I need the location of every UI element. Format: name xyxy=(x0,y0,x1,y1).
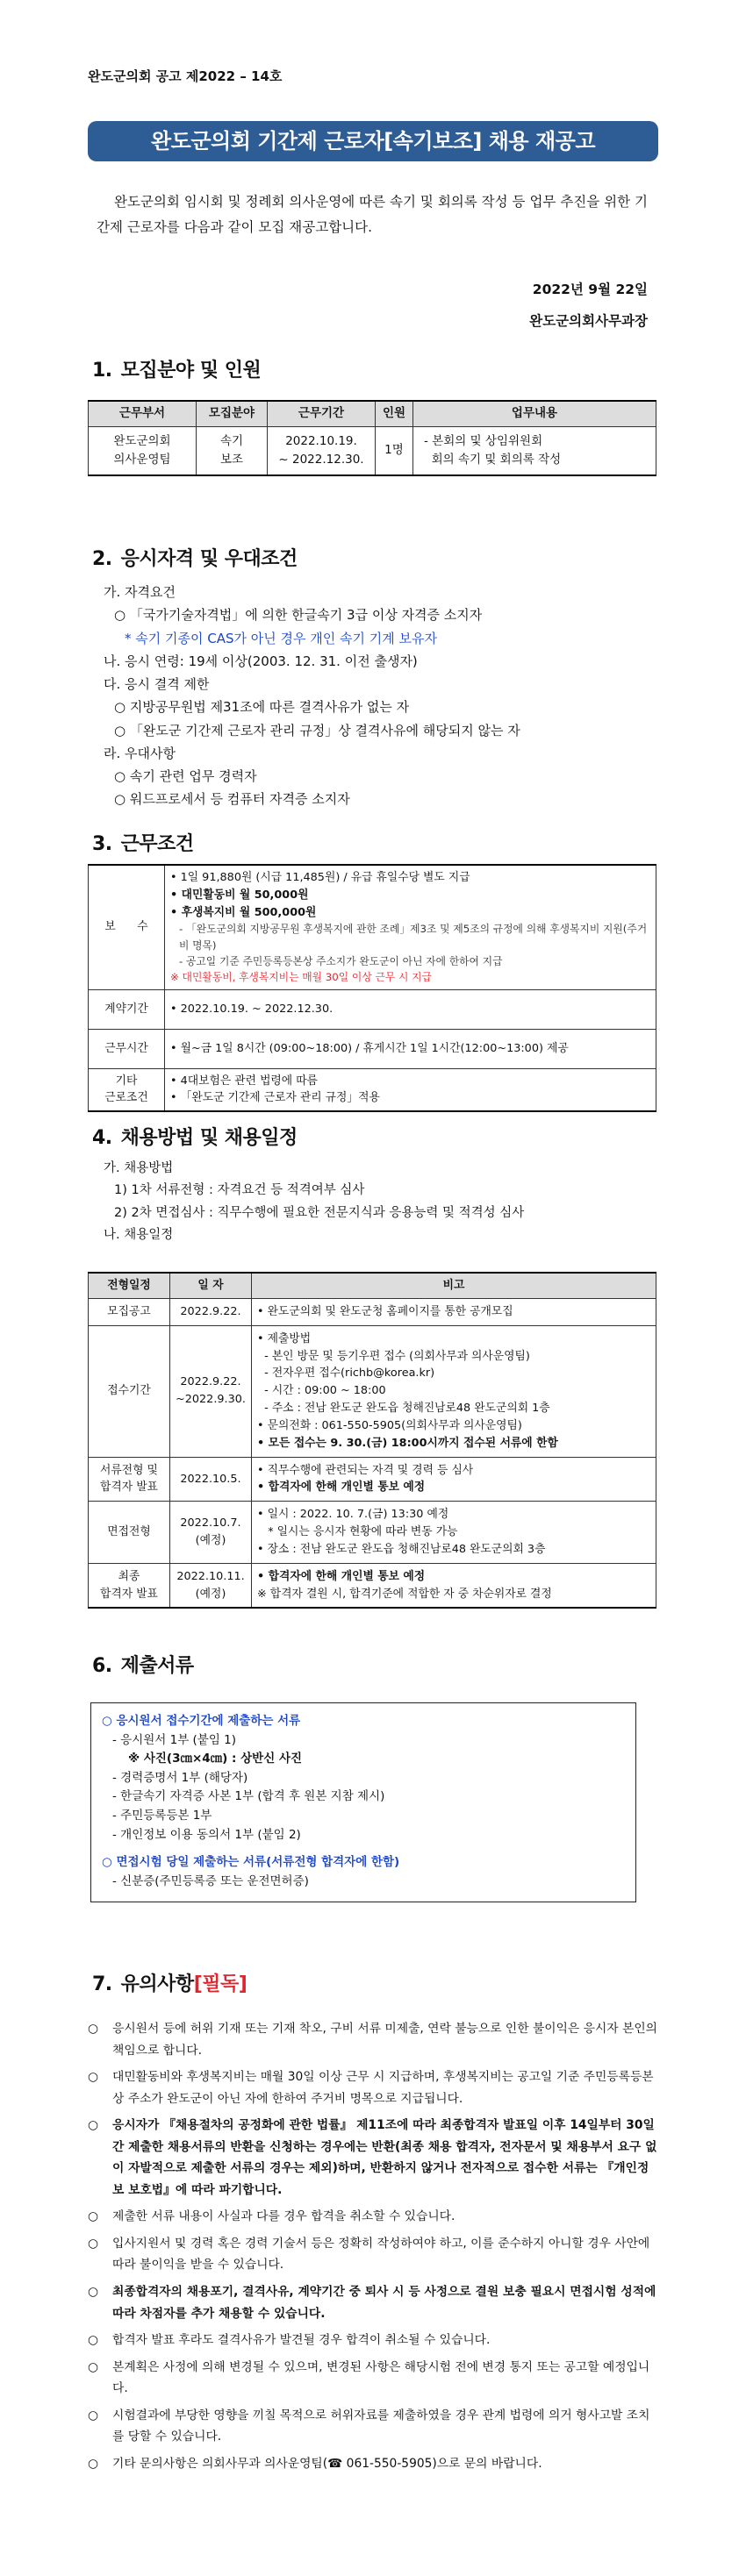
caution-text: 제출한 서류 내용이 사실과 다를 경우 합격을 취소할 수 있습니다. xyxy=(112,2209,455,2224)
schedule-date: 2022.10.7. (예정) xyxy=(170,1502,252,1563)
table-cell-duty: - 본회의 및 상임위원회 회의 속기 및 회의록 작성 xyxy=(413,427,656,475)
caution-item xyxy=(88,2018,658,2061)
schedule-note: • 직무수행에 관련되는 자격 및 경력 등 심사 xyxy=(257,1463,474,1477)
schedule-note: • 문의전화 : 061-550-5905(의회사무과 의사운영팀) xyxy=(257,1418,522,1432)
document-item: - 한글속기 자격증 사본 1부 (합격 후 원본 지참 제시) xyxy=(112,1789,385,1804)
caution-text: 대민활동비와 후생복지비는 매월 30일 이상 근무 시 지급하며, 후생복지비는 공고일 기준 주민등록등본상 주소가 완도군이 아닌 자에 한하여 주거비 명목으로 지급됩니다. xyxy=(112,2070,654,2106)
section-number: 2. xyxy=(92,548,112,570)
schedule-date: 2022.9.22. xyxy=(170,1299,252,1326)
table-header: 인원 xyxy=(376,401,413,427)
table-row xyxy=(89,1299,656,1326)
required-reading-label: [필독] xyxy=(193,1973,247,1995)
caution-marker: ○ xyxy=(88,2070,99,2085)
caution-item xyxy=(88,2233,658,2276)
section-heading-conditions xyxy=(92,829,194,860)
table-row xyxy=(89,1563,656,1608)
caution-text: 시험결과에 부당한 영향을 끼칠 목적으로 허위자료를 제출하였을 경우 관계 법령에 의거 형사고발 조치를 당할 수 있습니다. xyxy=(112,2408,650,2444)
table-cell-count: 1명 xyxy=(376,427,413,475)
table-row xyxy=(89,1068,656,1111)
section-heading-cautions xyxy=(92,1969,247,2000)
section-title: 근무조건 xyxy=(120,833,194,855)
table-cell-dept: 완도군의회 의사운영팀 xyxy=(89,427,197,475)
hiring-line: 1) 1차 서류전형 : 자격요건 등 적격여부 심사 xyxy=(114,1183,365,1198)
qualification-line: ○ 「완도군 기간제 근로자 관리 규정」상 결격사유에 해당되지 않는 자 xyxy=(114,722,520,739)
section-number: 4. xyxy=(92,1127,112,1149)
pay-line: • 후생복지비 월 500,000원 xyxy=(170,905,317,919)
caution-text: 입사지원서 및 경력 혹은 경력 기술서 등은 정확히 작성하여야 하고, 이를 준수하지 아니할 경우 사안에 따라 불이익을 받을 수 있습니다. xyxy=(112,2236,650,2273)
schedule-note: - 본인 방문 및 등기우편 접수 (의회사무과 의사운영팀) xyxy=(257,1349,530,1363)
caution-text: 응시원서 등에 허위 기재 또는 기재 착오, 구비 서류 미제출, 연락 불능으로 인한 불이익은 응시자 본인의 책임으로 합니다. xyxy=(112,2022,657,2058)
schedule-note: • 일시 : 2022. 10. 7.(금) 13:30 예정 xyxy=(257,1508,449,1522)
issuing-organization: 완도군의회사무과장 xyxy=(529,313,648,329)
section-heading-documents xyxy=(92,1651,194,1681)
schedule-note: • 제출방법 xyxy=(257,1331,312,1345)
table-header: 비고 xyxy=(252,1273,656,1299)
table-header: 일 자 xyxy=(170,1273,252,1299)
section-heading-qualifications xyxy=(92,544,298,574)
section-number: 3. xyxy=(92,833,112,855)
caution-item xyxy=(88,2115,658,2201)
schedule-date: 2022.10.11. (예정) xyxy=(170,1563,252,1608)
table-row xyxy=(89,1457,656,1502)
notice-number: 완도군의회 공고 제2022 – 14호 xyxy=(88,68,283,84)
table-row xyxy=(89,427,656,475)
pay-line: • 대민활동비 월 50,000원 xyxy=(170,888,309,902)
caution-marker: ○ xyxy=(88,2285,99,2300)
qualifications-list xyxy=(104,581,665,811)
notice-date: 2022년 9월 22일 xyxy=(532,282,648,297)
pay-cell xyxy=(165,865,656,989)
pay-note: - 「완도군의회 지방공무원 후생복지에 관한 조례」제3조 및 제5조의 규정에 의해 후생복지비 지원(주거비 명목) xyxy=(179,923,648,952)
qualification-line: * 속기 기종이 CAS가 아닌 경우 개인 속기 기계 보유자 xyxy=(125,630,437,646)
caution-marker: ○ xyxy=(88,2408,99,2423)
table-header: 업무내용 xyxy=(413,401,656,427)
recruitment-table xyxy=(88,400,656,476)
schedule-note: - 시간 : 09:00 ~ 18:00 xyxy=(257,1384,386,1398)
caution-item xyxy=(88,2330,658,2351)
caution-marker: ○ xyxy=(88,2333,99,2348)
table-cell-field: 속기 보조 xyxy=(197,427,268,475)
table-row xyxy=(89,1325,656,1457)
section-number: 1. xyxy=(92,360,112,382)
caution-text: 본계획은 사정에 의해 변경될 수 있으며, 변경된 사항은 해당시험 전에 변경 통지 또는 공고할 예정입니다. xyxy=(112,2359,650,2396)
schedule-notes xyxy=(252,1457,656,1502)
section-title: 제출서류 xyxy=(120,1655,194,1677)
section-heading-recruitment xyxy=(92,355,261,386)
qualification-line: 가. 자격요건 xyxy=(104,584,176,600)
table-header: 전형일정 xyxy=(89,1273,170,1299)
schedule-date: 2022.9.22. ~2022.9.30. xyxy=(170,1325,252,1457)
other-line: • 「완도군 기간제 근로자 관리 규정」적용 xyxy=(170,1091,380,1105)
documents-group-title: ○ 응시원서 접수기간에 제출하는 서류 xyxy=(102,1714,301,1728)
pay-line: • 1일 91,880원 (시급 11,485원) / 유급 휴일수당 별도 지급 xyxy=(170,871,470,884)
section-number: 7. xyxy=(92,1973,112,1995)
schedule-date: 2022.10.5. xyxy=(170,1457,252,1502)
period-value: • 2022.10.19. ~ 2022.12.30. xyxy=(165,989,656,1029)
section-title: 채용방법 및 채용일정 xyxy=(120,1127,298,1149)
qualification-line: 다. 응시 결격 제한 xyxy=(104,676,210,692)
schedule-stage: 서류전형 및 합격자 발표 xyxy=(89,1457,170,1502)
caution-marker: ○ xyxy=(88,2359,99,2374)
hours-label: 근무시간 xyxy=(89,1029,165,1068)
table-row xyxy=(89,1029,656,1068)
pay-label: 보 수 xyxy=(89,865,165,989)
section-title: 모집분야 및 인원 xyxy=(120,360,262,382)
hiring-line: 2) 2차 면접심사 : 직무수행에 필요한 전문지식과 응용능력 및 적격성 심사 xyxy=(114,1205,525,1220)
qualification-line: ○ 「국가기술자격법」에 의한 한글속기 3급 이상 자격증 소지자 xyxy=(114,607,483,624)
caution-item xyxy=(88,2066,658,2109)
intro-paragraph: 완도군의회 임시회 및 정례회 의사운영에 따른 속기 및 회의록 작성 등 업무 추진을 위한 기간제 근로자를 다음과 같이 모집 재공고합니다. xyxy=(97,194,649,235)
document-item: - 신분증(주민등록증 또는 운전면허증) xyxy=(112,1873,309,1888)
qualification-line: 라. 우대사항 xyxy=(104,745,176,761)
caution-marker: ○ xyxy=(88,2209,99,2224)
other-cell xyxy=(165,1068,656,1111)
caution-marker: ○ xyxy=(88,2118,99,2133)
caution-item xyxy=(88,2405,658,2448)
documents-box xyxy=(90,1702,636,1902)
caution-text: 합격자 발표 후라도 결격사유가 발견될 경우 합격이 취소될 수 있습니다. xyxy=(112,2333,491,2348)
hours-value: • 월~금 1일 8시간 (09:00~18:00) / 휴게시간 1일 1시간(12:00~13:00) 제공 xyxy=(165,1029,656,1068)
table-header: 모집분야 xyxy=(197,401,268,427)
schedule-stage: 모집공고 xyxy=(89,1299,170,1326)
cautions-list xyxy=(88,2018,658,2480)
qualification-line: ○ 속기 관련 업무 경력자 xyxy=(114,768,257,784)
schedule-note: • 합격자에 한해 개인별 통보 예정 xyxy=(257,1569,426,1583)
hiring-line: 가. 채용방법 xyxy=(104,1161,174,1175)
hiring-line: 나. 채용일정 xyxy=(104,1228,174,1243)
qualification-line: ○ 워드프로세서 등 컴퓨터 자격증 소지자 xyxy=(114,791,350,808)
caution-item xyxy=(88,2281,658,2324)
pay-note: - 공고일 기준 주민등록등본상 주소지가 완도군이 아닌 자에 한하여 지급 xyxy=(179,955,503,968)
schedule-note: * 일시는 응시자 현황에 따라 변동 가능 xyxy=(257,1525,458,1539)
schedule-stage: 면접전형 xyxy=(89,1502,170,1563)
schedule-note: • 완도군의회 및 완도군청 홈페이지를 통한 공개모집 xyxy=(257,1305,513,1318)
caution-text: 응시자가 『채용절차의 공정화에 관한 법률』 제11조에 따라 최종합격자 발표일 이후 14일부터 30일 간 제출한 채용서류의 반환을 신청하는 경우에는 반환(최종 채용 합격자, 전자문서 및 채용부서 요구 없이 자발적으로 제출한 서류의 경우는 제외)하며, 반환하지 않거나 전자적으로 접수한 서류는 『개인정보 보호법』에 따라 파기합니다. xyxy=(112,2118,657,2197)
schedule-notes xyxy=(252,1563,656,1608)
pay-red-note: ※ 대민활동비, 후생복지비는 매월 30일 이상 근무 시 지급 xyxy=(170,971,432,984)
section-heading-hiring xyxy=(92,1123,298,1153)
period-label: 계약기간 xyxy=(89,989,165,1029)
section-title: 응시자격 및 우대조건 xyxy=(120,548,298,570)
schedule-notes xyxy=(252,1502,656,1563)
caution-text: 기타 문의사항은 의회사무과 의사운영팀(☎ 061-550-5905)으로 문의 바랍니다. xyxy=(112,2456,542,2471)
table-header: 근무부서 xyxy=(89,401,197,427)
table-header: 근무기간 xyxy=(268,401,376,427)
caution-marker: ○ xyxy=(88,2022,99,2036)
schedule-note: ※ 합격자 결원 시, 합격기준에 적합한 자 중 차순위자로 결정 xyxy=(257,1587,552,1601)
document-item: - 경력증명서 1부 (해당자) xyxy=(112,1770,248,1785)
section-number: 6. xyxy=(92,1655,112,1677)
section-title: 유의사항 xyxy=(120,1973,194,1995)
caution-item xyxy=(88,2357,658,2400)
caution-text: 최종합격자의 채용포기, 결격사유, 계약기간 중 퇴사 시 등 사정으로 결원 보충 필요시 면접시험 성적에 따라 차점자를 추가 채용할 수 있습니다. xyxy=(112,2285,656,2321)
other-line: • 4대보험은 관련 법령에 따름 xyxy=(170,1074,318,1088)
schedule-notes xyxy=(252,1325,656,1457)
hiring-method-list xyxy=(104,1158,665,1247)
caution-item xyxy=(88,2453,658,2475)
schedule-stage: 최종 합격자 발표 xyxy=(89,1563,170,1608)
table-row xyxy=(89,865,656,989)
document-item: ※ 사진(3㎝×4㎝) : 상반신 사진 xyxy=(128,1752,303,1766)
table-row xyxy=(89,1502,656,1563)
documents-group-title: ○ 면접시험 당일 제출하는 서류(서류전형 합격자에 한함) xyxy=(102,1855,400,1870)
schedule-note: • 합격자에 한해 개인별 통보 예정 xyxy=(257,1481,426,1495)
document-item: - 개인정보 이용 동의서 1부 (붙임 2) xyxy=(112,1827,301,1842)
document-item: - 응시원서 1부 (붙임 1) xyxy=(112,1732,237,1747)
document-item: - 주민등록등본 1부 xyxy=(112,1808,212,1823)
caution-marker: ○ xyxy=(88,2456,99,2471)
schedule-note: - 주소 : 전남 완도군 완도읍 청해진남로48 완도군의회 1층 xyxy=(257,1402,550,1416)
table-header-row xyxy=(89,1273,656,1299)
conditions-table xyxy=(88,864,656,1112)
caution-marker: ○ xyxy=(88,2236,99,2251)
page-title: 완도군의회 기간제 근로자[속기보조] 채용 재공고 xyxy=(88,121,658,161)
table-header-row xyxy=(89,401,656,427)
table-row xyxy=(89,989,656,1029)
schedule-table xyxy=(88,1272,656,1609)
schedule-stage: 접수기간 xyxy=(89,1325,170,1457)
schedule-notes xyxy=(252,1299,656,1326)
qualification-line: 나. 응시 연령: 19세 이상(2003. 12. 31. 이전 출생자) xyxy=(104,653,418,669)
other-label: 기타 근로조건 xyxy=(89,1068,165,1111)
schedule-note: • 장소 : 전남 완도군 완도읍 청해진남로48 완도군의회 3층 xyxy=(257,1542,546,1556)
table-cell-period: 2022.10.19. ~ 2022.12.30. xyxy=(268,427,376,475)
caution-item xyxy=(88,2206,658,2228)
schedule-note: - 전자우편 접수(richb@korea.kr) xyxy=(257,1366,435,1381)
schedule-note: • 모든 접수는 9. 30.(금) 18:00시까지 접수된 서류에 한함 xyxy=(257,1436,558,1450)
qualification-line: ○ 지방공무원법 제31조에 따른 결격사유가 없는 자 xyxy=(114,699,410,716)
